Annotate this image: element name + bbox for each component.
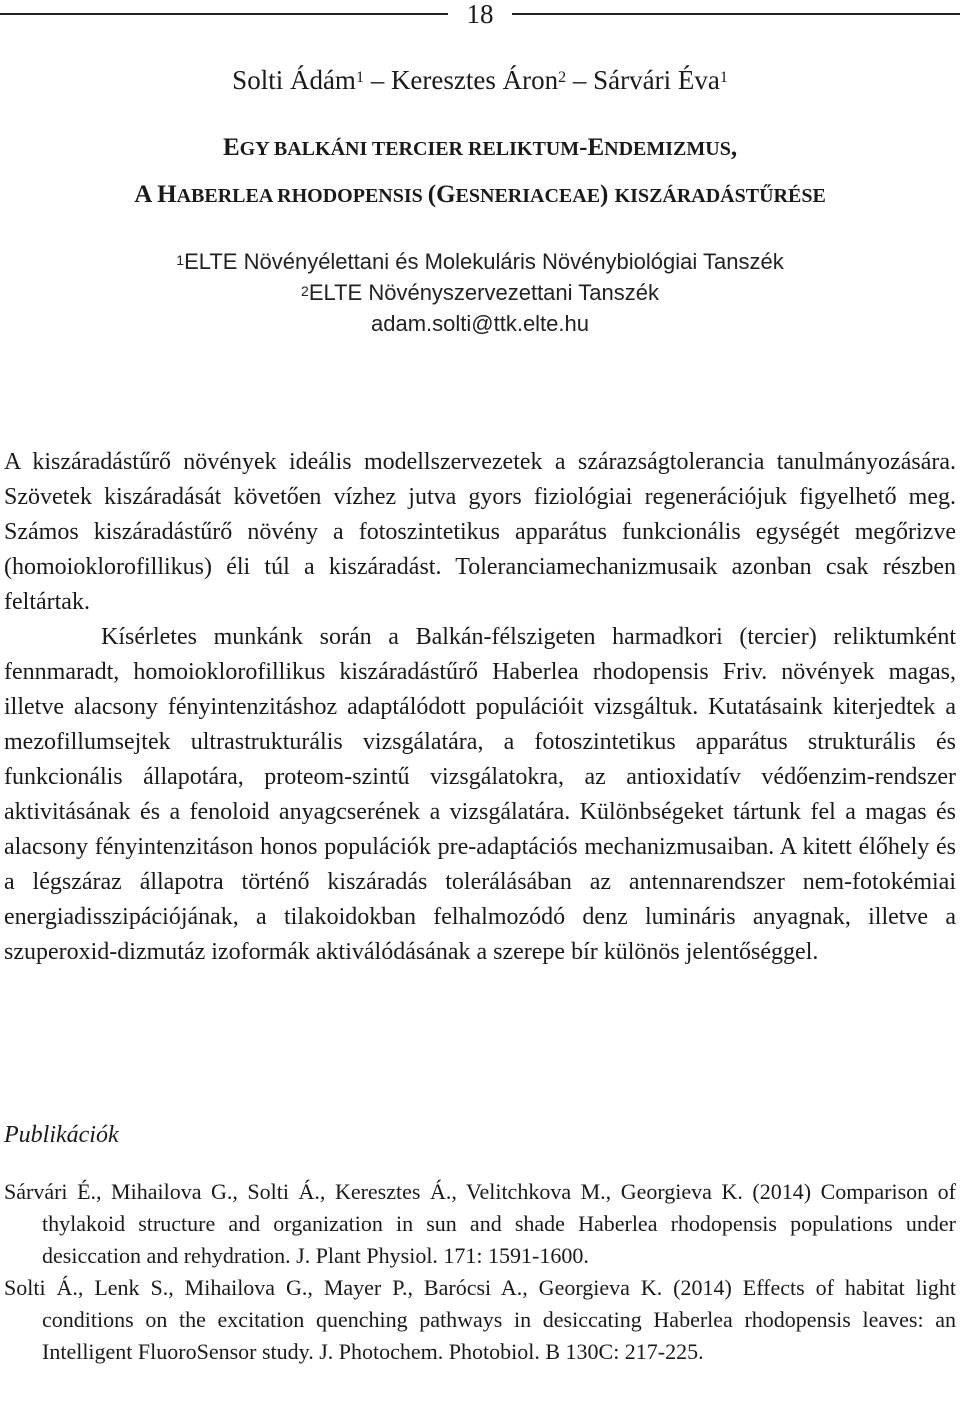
affiliation-2 [0,277,960,308]
header-rule-left [0,13,448,15]
author-1-name: Solti Ádám [232,65,356,95]
paper-title [0,126,960,220]
publications-heading: Publikációk [4,1122,119,1148]
abstract-paragraph-1: A kiszáradástűrő növények ideális modellszervezetek a szárazságtolerancia tanulmányozására. Szövetek kiszáradását követően vízhez jutva gyors fiziológiai regenerációjuk figyelhető meg. Számos kiszáradástűrő növény a fotoszintetikus apparátus funkcionális egységét megőrizve (homoioklorofillikus) éli túl a kiszáradást. Toleranciamechanizmusaik azonban csak részben feltártak. [4,449,956,615]
title-line-1: EGY BALKÁNI TERCIER RELIKTUM-ENDEMIZMUS, [222,134,738,161]
contact-email[interactable]: adam.solti@ttk.elte.hu [371,311,589,336]
abstract-paragraph-2: Kísérletes munkánk során a Balkán-félszigeten harmadkori (tercier) reliktumként fennmaradt, homoioklorofillikus kiszáradástűrő Haberlea rhodopensis Friv. növények magas, illetve alacsony fényintenzitáshoz adaptálódott populációit vizsgáltuk. Kutatásaink kiterjedtek a mezofillumsejtek ultrastrukturális vizsgálatára, a fotoszintetikus apparátus strukturális és funkcionális állapotára, proteom-szintű vizsgálatokra, az antioxidatív védőenzim-rendszer aktivitásának és a fenoloid anyagcserének a vizsgálatára. Különbségeket tártunk fel a magas és alacsony fényintenzitáson honos populációk pre-adaptációs mechanizmusaiban. A kitett élőhely és a légszáraz állapotra történő kiszáradás tolerálásában az antennarendszer nem-fotokémiai energiadisszipációjának, a tilakoidokban felhalmozódó denz lumináris anyagnak, illetve a szuperoxid-dizmutáz izoformák aktiválódásának a szerepe bír különös jelentőséggel. [4,624,956,965]
affiliation-1-text: ELTE Növényélettani és Molekuláris Növénybiológiai Tanszék [184,249,784,274]
reference-item: Sárvári É., Mihailova G., Solti Á., Keresztes Á., Velitchkova M., Georgieva K. (2014) Comparison of thylakoid structure and organization in sun and shade Haberlea rhodopensis populations under desiccation and rehydration. J. Plant Physiol. 171: 1591-1600. [4,1179,956,1268]
author-line [0,62,960,98]
species-name: Haberlea rhodopensis [578,1211,777,1236]
author-3-name: Sárvári Éva [593,65,720,95]
affiliation-1-mark: 1 [176,252,185,268]
affiliation-1 [0,246,960,277]
author-2-affiliation-mark: 2 [558,69,567,86]
page-number: 18 [466,0,494,29]
reference-list [4,1176,956,1368]
affiliation-2-mark: 2 [301,283,309,299]
author-2-name: Keresztes Áron [390,65,559,95]
author-1-affiliation-mark: 1 [355,69,364,86]
title-line-2: A HABERLEA RHODOPENSIS (GESNERIACEAE) KISZÁRADÁSTŰRÉSE [134,181,826,208]
author-separator: – [363,65,391,95]
author-separator: – [566,65,594,95]
abstract [4,445,956,970]
author-3-affiliation-mark: 1 [719,69,728,86]
reference-item: Solti Á., Lenk S., Mihailova G., Mayer P., Barócsi A., Georgieva K. (2014) Effects of habitat light conditions on the excitation quenching pathways in desiccating Haberlea rhodopensis leaves: an Intelligent FluoroSensor study. J. Photochem. Photobiol. B 130C: 217-225. [4,1275,956,1364]
page-header [0,0,960,32]
affiliations [0,246,960,339]
species-name: Haberlea rhodopensis [653,1307,851,1332]
header-rule-right [512,13,960,15]
affiliation-2-text: ELTE Növényszervezettani Tanszék [308,280,659,305]
species-name: Haberlea rhodopensis [492,659,709,685]
